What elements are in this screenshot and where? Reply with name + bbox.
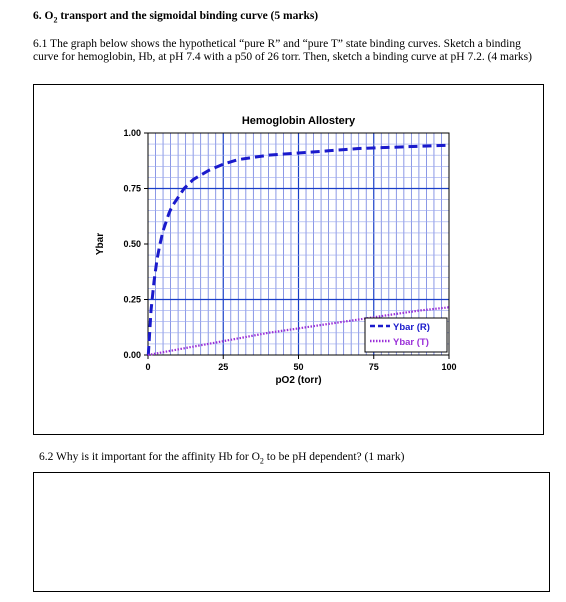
x-axis-label: pO2 (torr) bbox=[275, 375, 322, 386]
question-6-1-text: 6.1 The graph below shows the hypothetical “pure R” and “pure T” state binding curves. Sketch a binding curve for hemoglobin, Hb, at pH 7.4 with a p50 of 26 torr. Then, sketch a binding curve at pH 7.2. (4 marks) bbox=[33, 38, 532, 63]
x-tick-label: 0 bbox=[145, 362, 151, 372]
y-tick-label: 0.25 bbox=[123, 294, 141, 305]
heading-rest: transport and the sigmoidal binding curve (5 marks) bbox=[57, 10, 319, 22]
q2-rest: to be pH dependent? (1 mark) bbox=[263, 451, 405, 463]
chart-legend bbox=[365, 318, 447, 352]
question-6-2-text bbox=[39, 451, 404, 465]
y-tick-label: 0.50 bbox=[123, 239, 141, 249]
x-tick-label: 75 bbox=[368, 362, 379, 372]
legend-label: Ybar (T) bbox=[393, 337, 429, 348]
legend-label: Ybar (R) bbox=[393, 322, 430, 333]
q2-subscript: 2 bbox=[259, 456, 264, 466]
x-tick-label: 25 bbox=[218, 362, 229, 372]
y-axis-label: Ybar bbox=[95, 232, 106, 256]
answer-box-6-2[interactable] bbox=[33, 472, 550, 592]
x-tick-label: 100 bbox=[441, 362, 457, 372]
heading-prefix: 6. O bbox=[33, 10, 54, 22]
y-tick-label: 1.00 bbox=[123, 128, 141, 138]
y-tick-label: 0.75 bbox=[123, 183, 141, 194]
y-tick-label: 0.00 bbox=[123, 350, 141, 360]
chart-title: Hemoglobin Allostery bbox=[241, 115, 356, 127]
x-tick-label: 50 bbox=[293, 362, 304, 372]
q2-prefix: 6.2 Why is it important for the affinity Hb for O bbox=[39, 451, 260, 463]
heading-subscript: 2 bbox=[53, 15, 58, 25]
